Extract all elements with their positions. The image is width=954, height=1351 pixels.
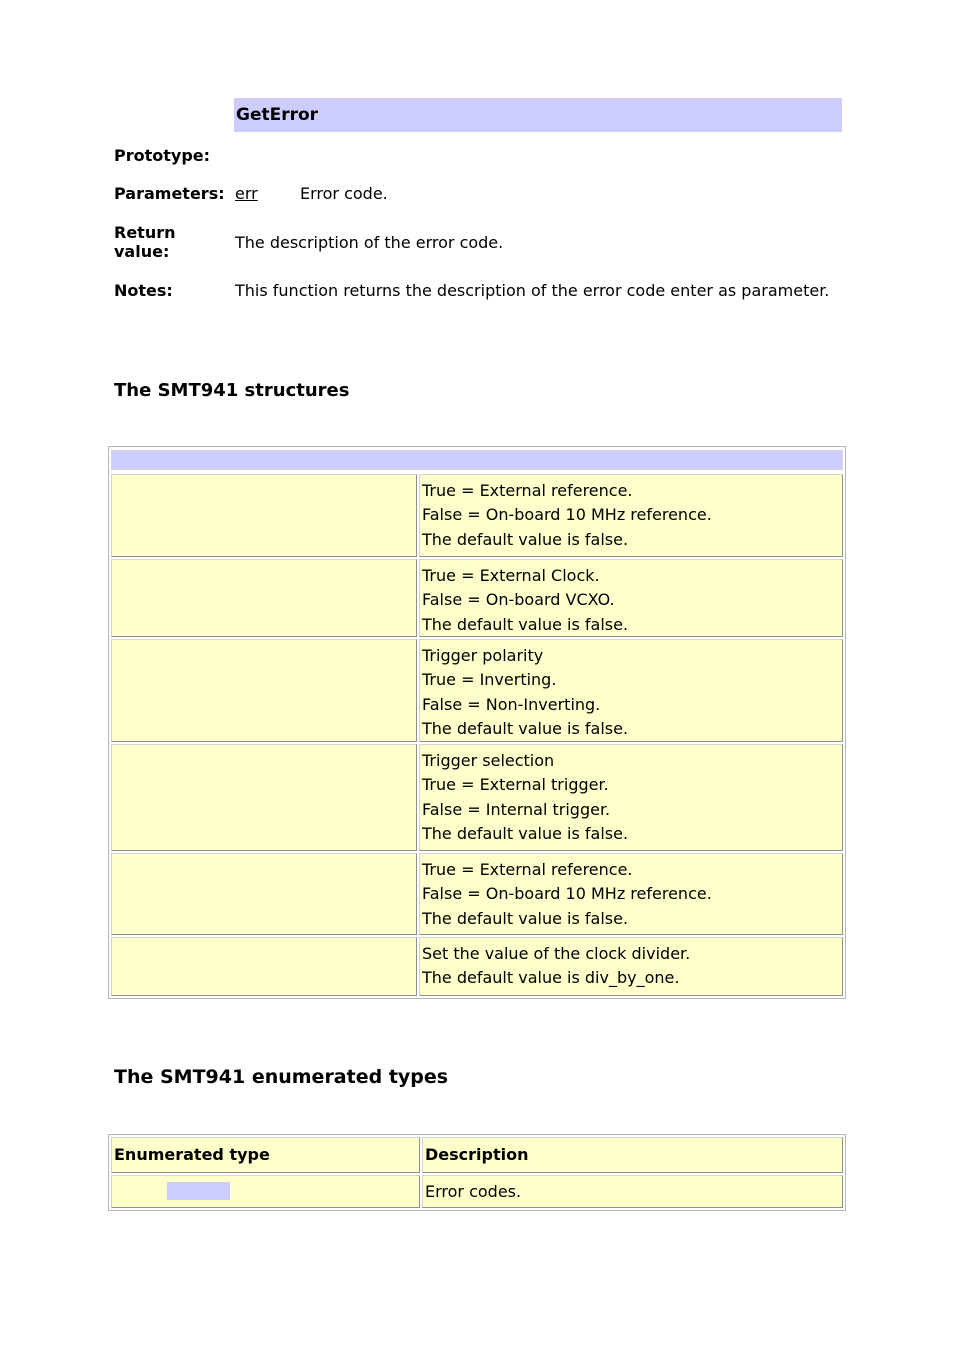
struct-desc-cell xyxy=(419,937,843,996)
struct-name-cell xyxy=(111,853,417,935)
enum-type-cell xyxy=(111,1175,420,1208)
notes-label: Notes: xyxy=(114,281,173,300)
struct-desc-line: True = External reference. xyxy=(422,860,633,879)
struct-desc-cell xyxy=(419,853,843,935)
return-value-label xyxy=(114,223,176,261)
parameters-label: Parameters: xyxy=(114,184,225,203)
struct-desc-line: Trigger polarity xyxy=(422,646,544,665)
return-description: The description of the error code. xyxy=(235,233,504,252)
notes-description: This function returns the description of the error code enter as parameter. xyxy=(235,281,830,300)
struct-name-cell xyxy=(111,639,417,742)
struct-desc-line: True = External Clock. xyxy=(422,566,600,585)
struct-name-cell xyxy=(111,474,417,557)
struct-desc-line: The default value is false. xyxy=(422,529,629,549)
struct-desc-line: False = On-board 10 MHz reference. xyxy=(422,505,712,525)
struct-desc-line: Trigger selection xyxy=(422,751,555,770)
struct-desc-line: The default value is false. xyxy=(422,614,629,634)
enum-header-type: Enumerated type xyxy=(111,1137,420,1173)
struct-desc-cell xyxy=(419,744,843,851)
struct-desc-line: True = External reference. xyxy=(422,481,633,500)
struct-desc-line: Set the value of the clock divider. xyxy=(422,944,691,963)
struct-desc-cell xyxy=(419,639,843,742)
enum-type-highlight xyxy=(167,1182,230,1200)
return-label-line-2: value: xyxy=(114,242,170,261)
struct-desc-line: The default value is false. xyxy=(422,823,629,843)
struct-desc-line: False = Internal trigger. xyxy=(422,799,611,819)
function-name-header: GetError xyxy=(234,98,842,132)
struct-desc-line: True = Inverting. xyxy=(422,670,557,690)
struct-desc-line: False = On-board VCXO. xyxy=(422,590,615,610)
struct-desc-line: The default value is false. xyxy=(422,908,629,928)
struct-name-cell xyxy=(111,744,417,851)
enumerated-title: The SMT941 enumerated types xyxy=(114,1066,449,1088)
struct-desc-line: True = External trigger. xyxy=(422,775,609,795)
struct-name-cell xyxy=(111,559,417,637)
struct-desc-line: False = On-board 10 MHz reference. xyxy=(422,884,712,904)
structures-title: The SMT941 structures xyxy=(114,380,350,401)
return-label-line-1: Return xyxy=(114,223,176,242)
struct-desc-line: The default value is div_by_one. xyxy=(422,968,680,988)
enum-header-description: Description xyxy=(422,1137,843,1173)
structures-table-header xyxy=(111,450,843,470)
prototype-label: Prototype: xyxy=(114,146,211,165)
struct-desc-cell xyxy=(419,474,843,557)
struct-name-cell xyxy=(111,937,417,996)
struct-desc-line: The default value is false. xyxy=(422,718,629,738)
param-description: Error code. xyxy=(300,184,388,203)
enum-description-cell: Error codes. xyxy=(422,1175,843,1208)
struct-desc-line: False = Non-Inverting. xyxy=(422,694,601,714)
param-name: err xyxy=(235,184,258,203)
struct-desc-cell xyxy=(419,559,843,637)
